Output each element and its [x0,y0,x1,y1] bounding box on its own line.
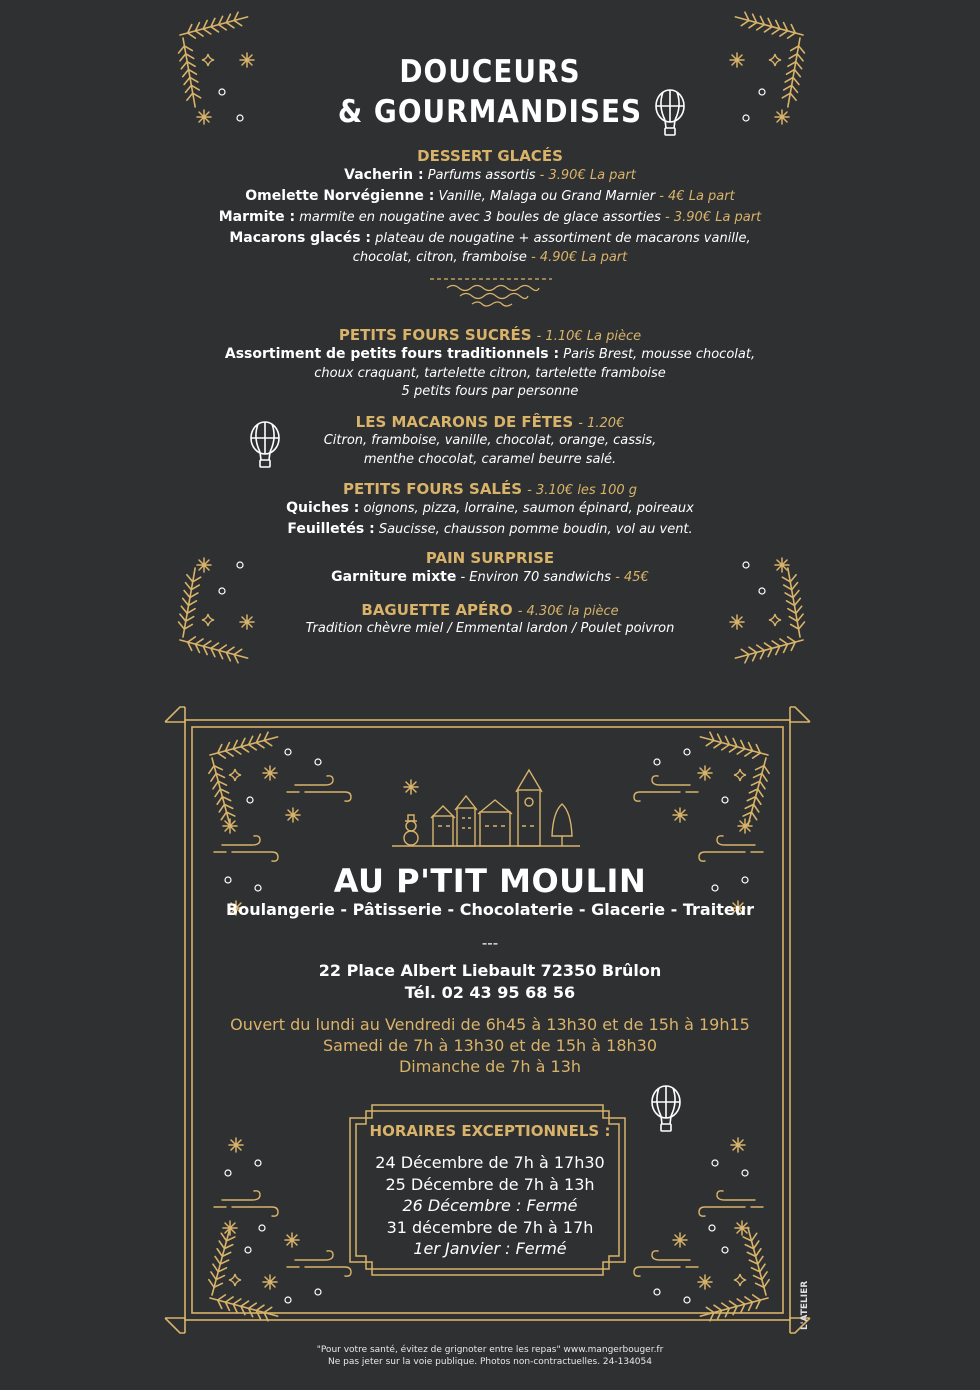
section-petits-fours-sales: PETITS FOURS SALÉS - 3.10€ les 100 g Quiches : oignons, pizza, lorraine, saumon épinard, poireaux Feuilletés : Saucisse, chausson pomme boudin, vol au vent. [0,479,980,540]
menu-item: Vacherin : Parfums assortis - 3.90€ La part [344,167,636,183]
exceptional-line: 24 Décembre de 7h à 17h30 [375,1153,605,1172]
section-heading: PETITS FOURS SALÉS [342,480,523,498]
section-macarons: LES MACARONS DE FÊTES - 1.20€ Citron, framboise, vanille, chocolat, orange, cassis, menthe chocolat, caramel beurre salé. [0,412,980,469]
menu-item: Quiches : oignons, pizza, lorraine, saumon épinard, poireaux [286,500,694,516]
hours-line: Dimanche de 7h à 13h [398,1057,582,1076]
menu-item-desc: Citron, framboise, vanille, chocolat, orange, cassis, [323,433,657,448]
exceptional-line: 26 Décembre : Fermé [402,1196,578,1215]
hours-line: Samedi de 7h à 13h30 et de 15h à 18h30 [322,1036,658,1055]
opening-hours [0,1014,980,1077]
village-icon [392,770,580,846]
menu-item-note: 5 petits fours par personne [401,384,579,399]
section-petits-fours-sucres: PETITS FOURS SUCRÉS - 1.10€ La pièce Assortiment de petits fours traditionnels : Paris Brest, mousse chocolat, choux craquant, tartelette citron, tartelette framboise 5 petits fours par personne [0,325,980,401]
exceptional-hours [0,1122,980,1260]
exceptional-heading: HORAIRES EXCEPTIONNELS : [369,1122,611,1140]
section-pain-surprise [0,549,980,588]
footer [0,1344,980,1368]
exceptional-line: 31 décembre de 7h à 17h [386,1217,594,1237]
shop-address: 22 Place Albert Liebault 72350 Brûlon [318,961,662,980]
title-line-2: & GOURMANDISES [337,94,643,130]
menu-item: Feuilletés : Saucisse, chausson pomme boudin, vol au vent. [287,521,693,537]
section-heading: PAIN SURPRISE [425,549,555,567]
section-baguette: BAGUETTE APÉRO - 4.30€ la pièce Tradition chèvre miel / Emmental lardon / Poulet poivron [0,600,980,639]
menu-item-desc: Tradition chèvre miel / Emmental lardon / Poulet poivron [305,621,675,636]
section-heading: LES MACARONS DE FÊTES [355,413,574,431]
footer-line-2: Ne pas jeter sur la voie publique. Photos non-contractuelles. 24-134054 [328,1357,652,1367]
section-heading: BAGUETTE APÉRO [361,601,513,619]
shop-subtitle: Boulangerie - Pâtisserie - Chocolaterie - Glacerie - Traiteur [226,900,754,919]
section-heading: DESSERT GLACÉS [417,147,563,165]
page-title [0,52,980,132]
printer-credit: L'ATELIER [800,1280,810,1330]
wave-divider [430,279,552,306]
exceptional-line: 1er Janvier : Fermé [413,1239,567,1258]
exceptional-line: 25 Décembre de 7h à 13h [385,1174,595,1194]
menu-item: Macarons glacés : plateau de nougatine + assortiment de macarons vanille, [229,230,751,246]
shop-name: AU P'TIT MOULIN [333,862,647,900]
section-heading: PETITS FOURS SUCRÉS [338,326,532,344]
menu-item: Assortiment de petits fours traditionnels : Paris Brest, mousse chocolat, [224,346,756,362]
hours-line: Ouvert du lundi au Vendredi de 6h45 à 13h30 et de 15h à 19h15 [230,1015,750,1034]
section-desserts [0,147,980,268]
menu-item-continued: chocolat, citron, framboise - 4.90€ La part [352,250,628,265]
title-line-1: DOUCEURS [399,54,581,90]
menu-item-desc: menthe chocolat, caramel beurre salé. [363,452,617,467]
menu-item: Omelette Norvégienne : Vanille, Malaga ou Grand Marnier - 4€ La part [245,188,735,204]
shop-phone: Tél. 02 43 95 68 56 [404,983,576,1002]
menu-item-desc: choux craquant, tartelette citron, tartelette framboise [314,366,666,381]
menu-item: Marmite : marmite en nougatine avec 3 boules de glace assorties - 3.90€ La part [218,209,762,225]
footer-line-1: "Pour votre santé, évitez de grignoter entre les repas" www.mangerbouger.fr [316,1345,664,1355]
menu-item: Garniture mixte - Environ 70 sandwichs - 45€ [331,569,649,585]
separator: --- [481,934,499,952]
